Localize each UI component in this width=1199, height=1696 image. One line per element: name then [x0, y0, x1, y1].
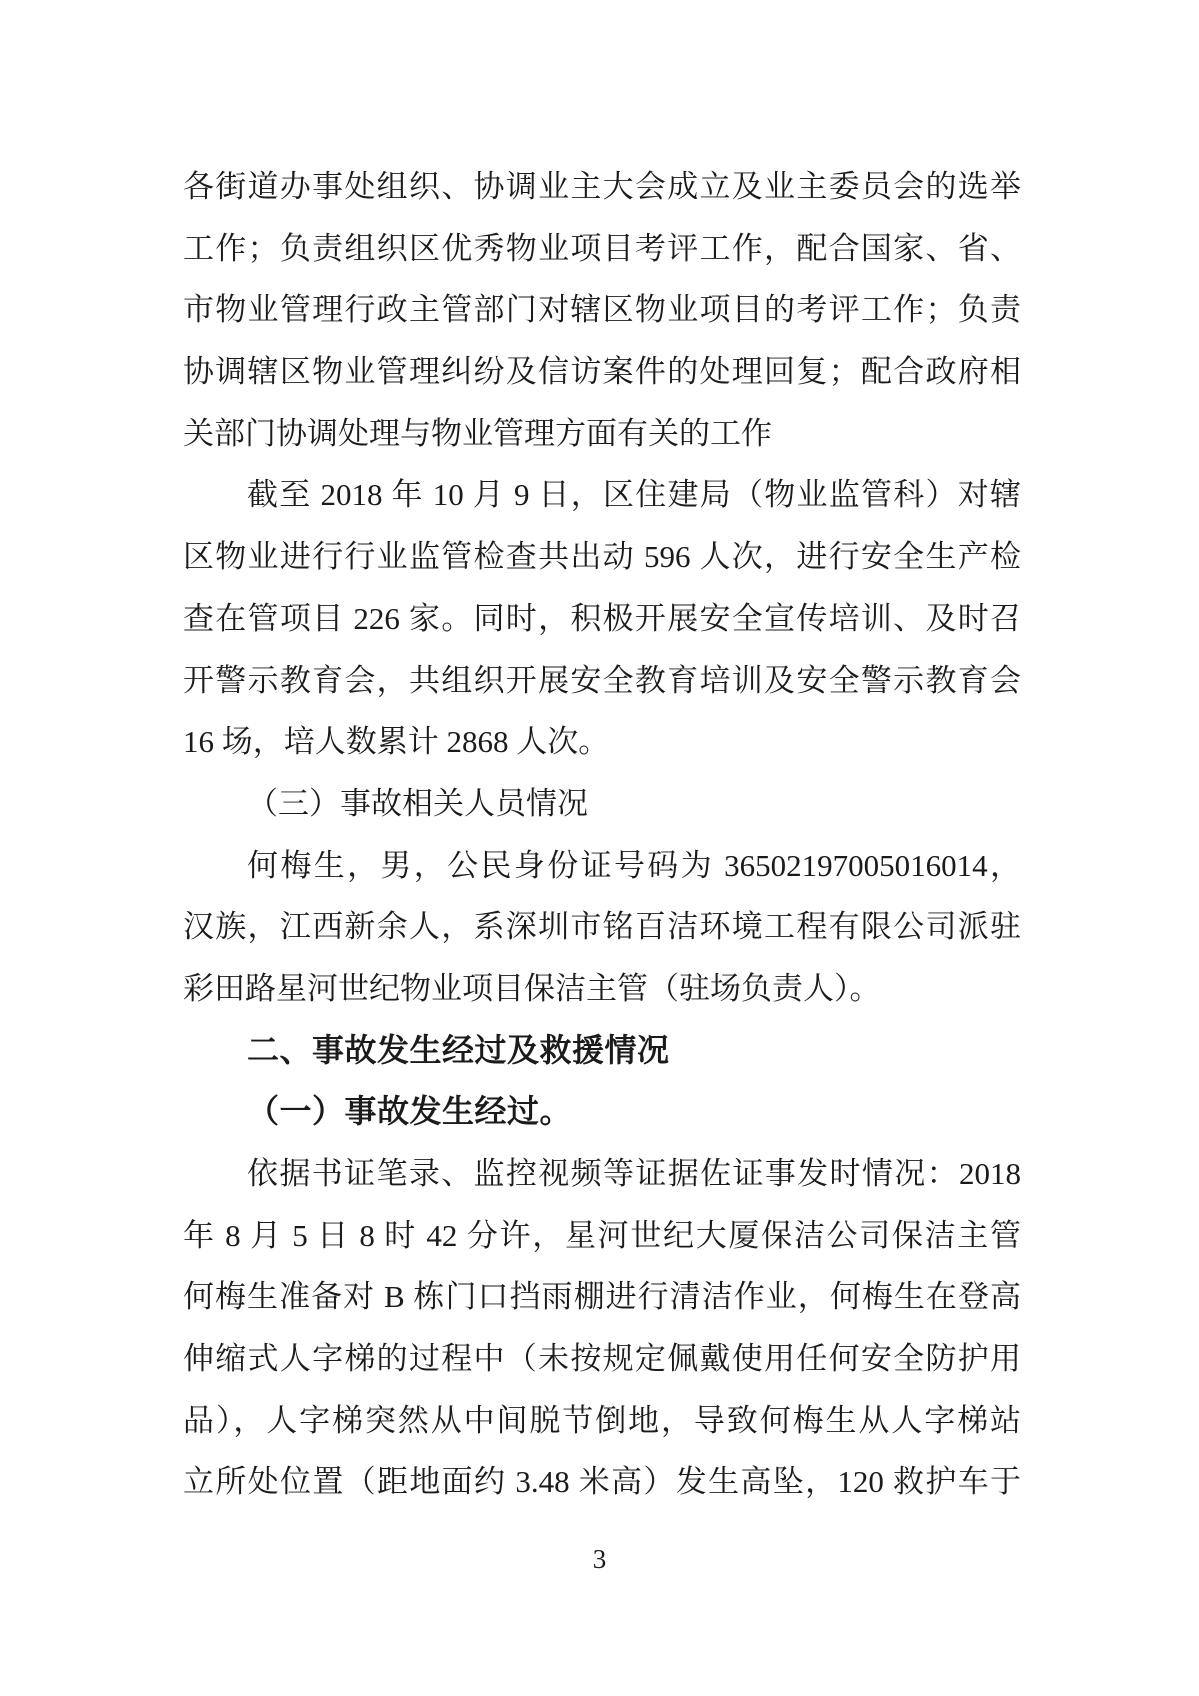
- text-line: 开警示教育会，共组织开展安全教育培训及安全警示教育会: [183, 662, 1021, 698]
- page-number: 3: [592, 1544, 607, 1574]
- text-line: 何梅生，男，公民身份证号码为 36502197005016014，: [247, 847, 1021, 883]
- text-line: 汉族，江西新余人，系深圳市铭百洁环境工程有限公司派驻: [183, 909, 1021, 945]
- text-line: 何梅生准备对 B 栋门口挡雨棚进行清洁作业，何梅生在登高: [183, 1279, 1021, 1315]
- text-line: 各街道办事处组织、协调业主大会成立及业主委员会的选举: [183, 169, 1021, 204]
- text-line: 16 场，培人数累计 2868 人次。: [183, 724, 610, 760]
- text-line: 年 8 月 5 日 8 时 42 分许，星河世纪大厦保洁公司保洁主管: [183, 1217, 1021, 1253]
- text-line: 伸缩式人字梯的过程中（未按规定佩戴使用任何安全防护用: [183, 1341, 1021, 1377]
- text-line: 依据书证笔录、监控视频等证据佐证事发时情况：2018: [247, 1156, 1021, 1191]
- text-line: 区物业进行行业监管检查共出动 596 人次，进行安全生产检: [183, 539, 1021, 575]
- text-line: 查在管项目 226 家。同时，积极开展安全宣传培训、及时召: [183, 600, 1021, 636]
- text-line: 市物业管理行政主管部门对辖区物业项目的考评工作；负责: [183, 292, 1021, 328]
- text-line: 协调辖区物业管理纠纷及信访案件的处理回复；配合政府相: [183, 354, 1021, 390]
- text-line: 截至 2018 年 10 月 9 日，区住建局（物业监管科）对辖: [247, 477, 1021, 513]
- section-heading: 二、事故发生经过及救援情况: [247, 1031, 670, 1068]
- text-line: 关部门协调处理与物业管理方面有关的工作: [183, 415, 772, 451]
- subsection-label: （三）事故相关人员情况: [247, 785, 588, 821]
- text-line: 工作；负责组织区优秀物业项目考评工作，配合国家、省、: [183, 230, 1021, 266]
- document-page: [183, 156, 1021, 1513]
- text-line: 品），人字梯突然从中间脱节倒地，导致何梅生从人字梯站: [183, 1402, 1021, 1438]
- text-line: 立所处位置（距地面约 3.48 米高）发生高坠，120 救护车于: [183, 1464, 1021, 1500]
- subsection-heading: （一）事故发生经过。: [247, 1093, 573, 1130]
- text-line: 彩田路星河世纪物业项目保洁主管（驻场负责人）。: [183, 970, 881, 1006]
